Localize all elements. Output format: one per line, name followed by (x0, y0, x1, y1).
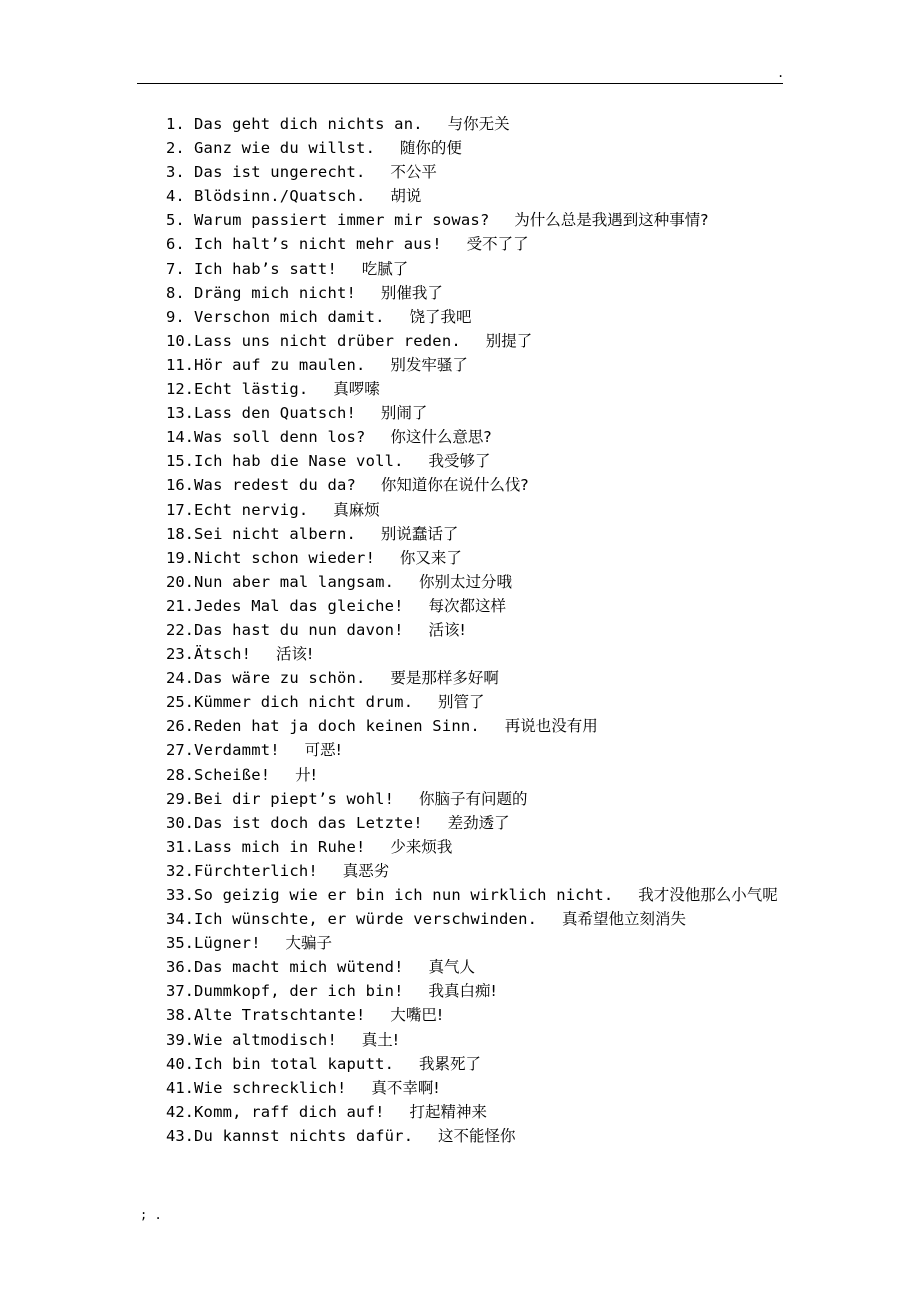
phrase-item (166, 281, 778, 305)
phrase-item (166, 1052, 778, 1076)
phrase-chinese: 每次都这样 (428, 596, 507, 615)
phrase-number: 15. (166, 452, 194, 471)
phrase-number: 12. (166, 380, 194, 399)
phrase-item (166, 401, 778, 425)
phrase-german: Sei nicht albern. (194, 524, 357, 543)
phrase-text (194, 931, 778, 955)
phrase-item (166, 859, 778, 883)
phrase-item (166, 690, 778, 714)
phrase-german: Komm, raff dich auf! (194, 1102, 385, 1121)
phrase-item (166, 835, 778, 859)
phrase-number: 38. (166, 1006, 194, 1025)
phrase-text (194, 1003, 778, 1027)
phrase-number: 17. (166, 500, 194, 519)
phrase-text (194, 208, 778, 232)
phrase-german: Echt lästig. (194, 380, 309, 399)
phrase-item (166, 642, 778, 666)
phrase-german: So geizig wie er bin ich nun wirklich nicht. (194, 886, 614, 904)
phrase-german: Fürchterlich! (194, 861, 318, 880)
phrase-text (194, 1052, 778, 1076)
phrase-chinese: 饶了我吧 (409, 307, 472, 326)
phrase-text (194, 136, 778, 160)
phrase-text (194, 738, 778, 762)
phrase-item (166, 738, 778, 762)
phrase-chinese: 不公平 (390, 163, 437, 182)
phrase-number: 33. (166, 886, 194, 904)
phrase-german: Blödsinn./Quatsch. (194, 187, 366, 206)
phrase-number: 26. (166, 717, 194, 736)
phrase-german: Ich hab die Nase voll. (194, 452, 404, 471)
phrase-german: Hör auf zu maulen. (194, 355, 366, 374)
phrase-chinese: 受不了了 (466, 235, 529, 254)
phrase-text (194, 666, 778, 690)
phrase-german: Was soll denn los? (194, 428, 366, 447)
phrase-chinese: 真啰嗦 (333, 380, 380, 399)
phrase-german: Du kannst nichts dafür. (194, 1126, 414, 1145)
phrase-german: Ganz wie du willst. (194, 139, 376, 158)
phrase-item (166, 1100, 778, 1124)
header-mark: . (777, 66, 785, 80)
phrase-item (166, 425, 778, 449)
phrase-chinese: 别管了 (438, 693, 485, 712)
phrase-item (166, 112, 778, 136)
phrase-text (194, 690, 778, 714)
phrase-number: 6. (166, 235, 185, 254)
phrase-number: 8. (166, 283, 185, 302)
phrase-german: Lass mich in Ruhe! (194, 837, 366, 856)
phrase-text (194, 955, 778, 979)
phrase-item (166, 232, 778, 256)
phrase-number: 1. (166, 115, 185, 133)
phrase-number: 24. (166, 669, 194, 688)
phrase-text (194, 281, 778, 305)
phrase-german: Ich bin total kaputt. (194, 1054, 395, 1073)
phrase-chinese: 你别太过分哦 (418, 572, 512, 591)
phrase-chinese: 我真白痴! (428, 982, 497, 1001)
phrase-item (166, 594, 778, 618)
phrase-text (194, 1100, 778, 1124)
phrase-chinese: 可恶! (304, 741, 342, 760)
phrase-number: 4. (166, 187, 185, 206)
phrase-german: Reden hat ja doch keinen Sinn. (194, 717, 480, 736)
phrase-chinese: 廾! (295, 765, 317, 784)
phrase-item (166, 666, 778, 690)
phrase-text (194, 642, 778, 666)
phrase-text (194, 257, 778, 281)
phrase-chinese: 打起精神来 (409, 1102, 487, 1121)
phrase-item (166, 955, 778, 979)
phrase-german: Lügner! (194, 934, 261, 953)
phrase-text (194, 401, 778, 425)
phrase-text (194, 618, 778, 642)
phrase-chinese: 胡说 (390, 187, 422, 206)
phrase-text (194, 570, 778, 594)
phrase-text (194, 763, 778, 787)
phrase-german: Das geht dich nichts an. (194, 115, 423, 133)
phrase-item (166, 763, 778, 787)
phrase-text (194, 498, 778, 522)
phrase-text (194, 979, 778, 1003)
phrase-text (194, 1076, 778, 1100)
phrase-german: Dräng mich nicht! (194, 283, 357, 302)
phrase-chinese: 别说蠢话了 (380, 524, 459, 543)
phrase-chinese: 真土! (361, 1030, 399, 1049)
phrase-item (166, 160, 778, 184)
phrase-german: Wie schrecklich! (194, 1078, 347, 1097)
phrase-german: Das ist doch das Letzte! (194, 813, 423, 832)
phrase-item (166, 979, 778, 1003)
phrase-number: 20. (166, 572, 194, 591)
phrase-chinese: 你脑子有问题的 (418, 789, 528, 808)
phrase-number: 43. (166, 1126, 194, 1145)
phrase-item (166, 136, 778, 160)
phrase-item (166, 811, 778, 835)
phrase-german: Verschon mich damit. (194, 307, 385, 326)
phrase-chinese: 真麻烦 (333, 500, 380, 519)
phrase-number: 40. (166, 1054, 194, 1073)
phrase-number: 22. (166, 620, 194, 639)
phrase-german: Was redest du da? (194, 476, 357, 495)
phrase-text (194, 112, 778, 136)
phrase-number: 23. (166, 645, 194, 664)
phrase-item (166, 377, 778, 401)
phrase-text (194, 1124, 778, 1148)
phrase-number: 41. (166, 1078, 194, 1097)
phrase-text (194, 859, 778, 883)
phrase-item (166, 787, 778, 811)
phrase-german: Alte Tratschtante! (194, 1006, 366, 1025)
phrase-item (166, 473, 778, 497)
phrase-item (166, 329, 778, 353)
phrase-chinese: 你知道你在说什么伐? (380, 476, 529, 495)
phrase-chinese: 随你的便 (399, 139, 462, 158)
phrase-list (166, 112, 778, 1148)
phrase-item (166, 883, 778, 907)
phrase-german: Das hast du nun davon! (194, 620, 404, 639)
phrase-text (194, 714, 778, 738)
phrase-number: 28. (166, 765, 194, 784)
phrase-chinese: 这不能怪你 (438, 1126, 516, 1145)
phrase-number: 9. (166, 307, 185, 326)
phrase-chinese: 我累死了 (418, 1054, 481, 1073)
phrase-german: Scheiße! (194, 765, 271, 784)
phrase-german: Wie altmodisch! (194, 1030, 337, 1049)
phrase-chinese: 我受够了 (428, 452, 491, 471)
phrase-number: 11. (166, 355, 194, 374)
phrase-number: 18. (166, 524, 194, 543)
phrase-text (194, 184, 778, 208)
phrase-number: 14. (166, 428, 194, 447)
phrase-item (166, 522, 778, 546)
phrase-german: Ich hab’s satt! (194, 259, 337, 278)
phrase-text (194, 811, 778, 835)
phrase-item (166, 184, 778, 208)
phrase-text (194, 883, 778, 907)
phrase-text (194, 787, 778, 811)
phrase-text (194, 425, 778, 449)
phrase-text (194, 835, 778, 859)
phrase-german: Bei dir piept’s wohl! (194, 789, 395, 808)
phrase-number: 27. (166, 741, 194, 760)
phrase-text (194, 377, 778, 401)
phrase-number: 25. (166, 693, 194, 712)
phrase-number: 30. (166, 813, 194, 832)
phrase-german: Das ist ungerecht. (194, 163, 366, 182)
phrase-number: 35. (166, 934, 194, 953)
phrase-chinese: 要是那样多好啊 (390, 669, 499, 688)
phrase-number: 39. (166, 1030, 194, 1049)
phrase-chinese: 活该! (428, 620, 466, 639)
phrase-item (166, 931, 778, 955)
phrase-text (194, 473, 778, 497)
phrase-text (194, 353, 778, 377)
phrase-item (166, 546, 778, 570)
phrase-number: 31. (166, 837, 194, 856)
phrase-chinese: 活该! (276, 645, 314, 664)
phrase-chinese: 真不幸啊! (371, 1078, 440, 1097)
phrase-number: 37. (166, 982, 194, 1001)
phrase-number: 42. (166, 1102, 194, 1121)
phrase-german: Dummkopf, der ich bin! (194, 982, 404, 1001)
phrase-item (166, 305, 778, 329)
phrase-item (166, 353, 778, 377)
phrase-german: Kümmer dich nicht drum. (194, 693, 414, 712)
phrase-number: 19. (166, 548, 194, 567)
phrase-chinese: 大骗子 (285, 934, 333, 953)
phrase-chinese: 差劲透了 (447, 813, 510, 832)
phrase-german: Verdammt! (194, 741, 280, 760)
phrase-text (194, 449, 778, 473)
phrase-text (194, 546, 778, 570)
phrase-chinese: 为什么总是我遇到这种事情? (514, 211, 709, 230)
phrase-chinese: 真气人 (428, 958, 476, 977)
phrase-number: 13. (166, 404, 194, 423)
phrase-german: Nun aber mal langsam. (194, 572, 395, 591)
phrase-item (166, 907, 778, 931)
phrase-german: Ich halt’s nicht mehr aus! (194, 235, 442, 254)
phrase-number: 5. (166, 211, 185, 230)
phrase-item (166, 449, 778, 473)
phrase-item (166, 1028, 778, 1052)
phrase-number: 21. (166, 596, 194, 615)
phrase-chinese: 别提了 (485, 331, 533, 350)
phrase-number: 7. (166, 259, 185, 278)
phrase-number: 3. (166, 163, 185, 182)
phrase-chinese: 大嘴巴! (390, 1006, 444, 1025)
phrase-chinese: 吃腻了 (361, 259, 409, 278)
phrase-chinese: 与你无关 (447, 115, 510, 133)
phrase-german: Warum passiert immer mir sowas? (194, 211, 490, 230)
phrase-german: Das macht mich wütend! (194, 958, 404, 977)
phrase-item (166, 714, 778, 738)
phrase-text (194, 907, 778, 931)
phrase-german: Ich wünschte, er würde verschwinden. (194, 910, 538, 929)
phrase-number: 16. (166, 476, 194, 495)
phrase-text (194, 329, 778, 353)
phrase-number: 10. (166, 331, 194, 350)
phrase-item (166, 498, 778, 522)
phrase-chinese: 少来烦我 (390, 837, 453, 856)
phrase-item (166, 1076, 778, 1100)
phrase-number: 2. (166, 139, 185, 158)
phrase-text (194, 522, 778, 546)
phrase-number: 36. (166, 958, 194, 977)
phrase-german: Nicht schon wieder! (194, 548, 376, 567)
phrase-item (166, 618, 778, 642)
phrase-german: Echt nervig. (194, 500, 309, 519)
phrase-text (194, 232, 778, 256)
phrase-text (194, 1028, 778, 1052)
phrase-chinese: 你这什么意思? (390, 428, 492, 447)
phrase-german: Lass uns nicht drüber reden. (194, 331, 461, 350)
phrase-text (194, 594, 778, 618)
phrase-item (166, 208, 778, 232)
phrase-number: 29. (166, 789, 194, 808)
phrase-chinese: 真恶劣 (342, 861, 390, 880)
phrase-number: 34. (166, 910, 194, 929)
phrase-german: Lass den Quatsch! (194, 404, 357, 423)
phrase-item (166, 1124, 778, 1148)
phrase-german: Ätsch! (194, 645, 252, 664)
phrase-item (166, 257, 778, 281)
phrase-chinese: 我才没他那么小气呢 (638, 886, 778, 904)
phrase-german: Jedes Mal das gleiche! (194, 596, 404, 615)
phrase-chinese: 再说也没有用 (504, 717, 598, 736)
phrase-german: Das wäre zu schön. (194, 669, 366, 688)
phrase-text (194, 305, 778, 329)
phrase-chinese: 别催我了 (380, 283, 443, 302)
phrase-number: 32. (166, 861, 194, 880)
phrase-chinese: 真希望他立刻消失 (561, 910, 686, 929)
footer-mark: ; . (140, 1208, 162, 1222)
phrase-text (194, 160, 778, 184)
phrase-item (166, 1003, 778, 1027)
phrase-chinese: 别发牢骚了 (390, 355, 468, 374)
phrase-item (166, 570, 778, 594)
phrase-chinese: 你又来了 (399, 548, 462, 567)
header-rule (137, 83, 783, 84)
phrase-chinese: 别闹了 (380, 404, 428, 423)
